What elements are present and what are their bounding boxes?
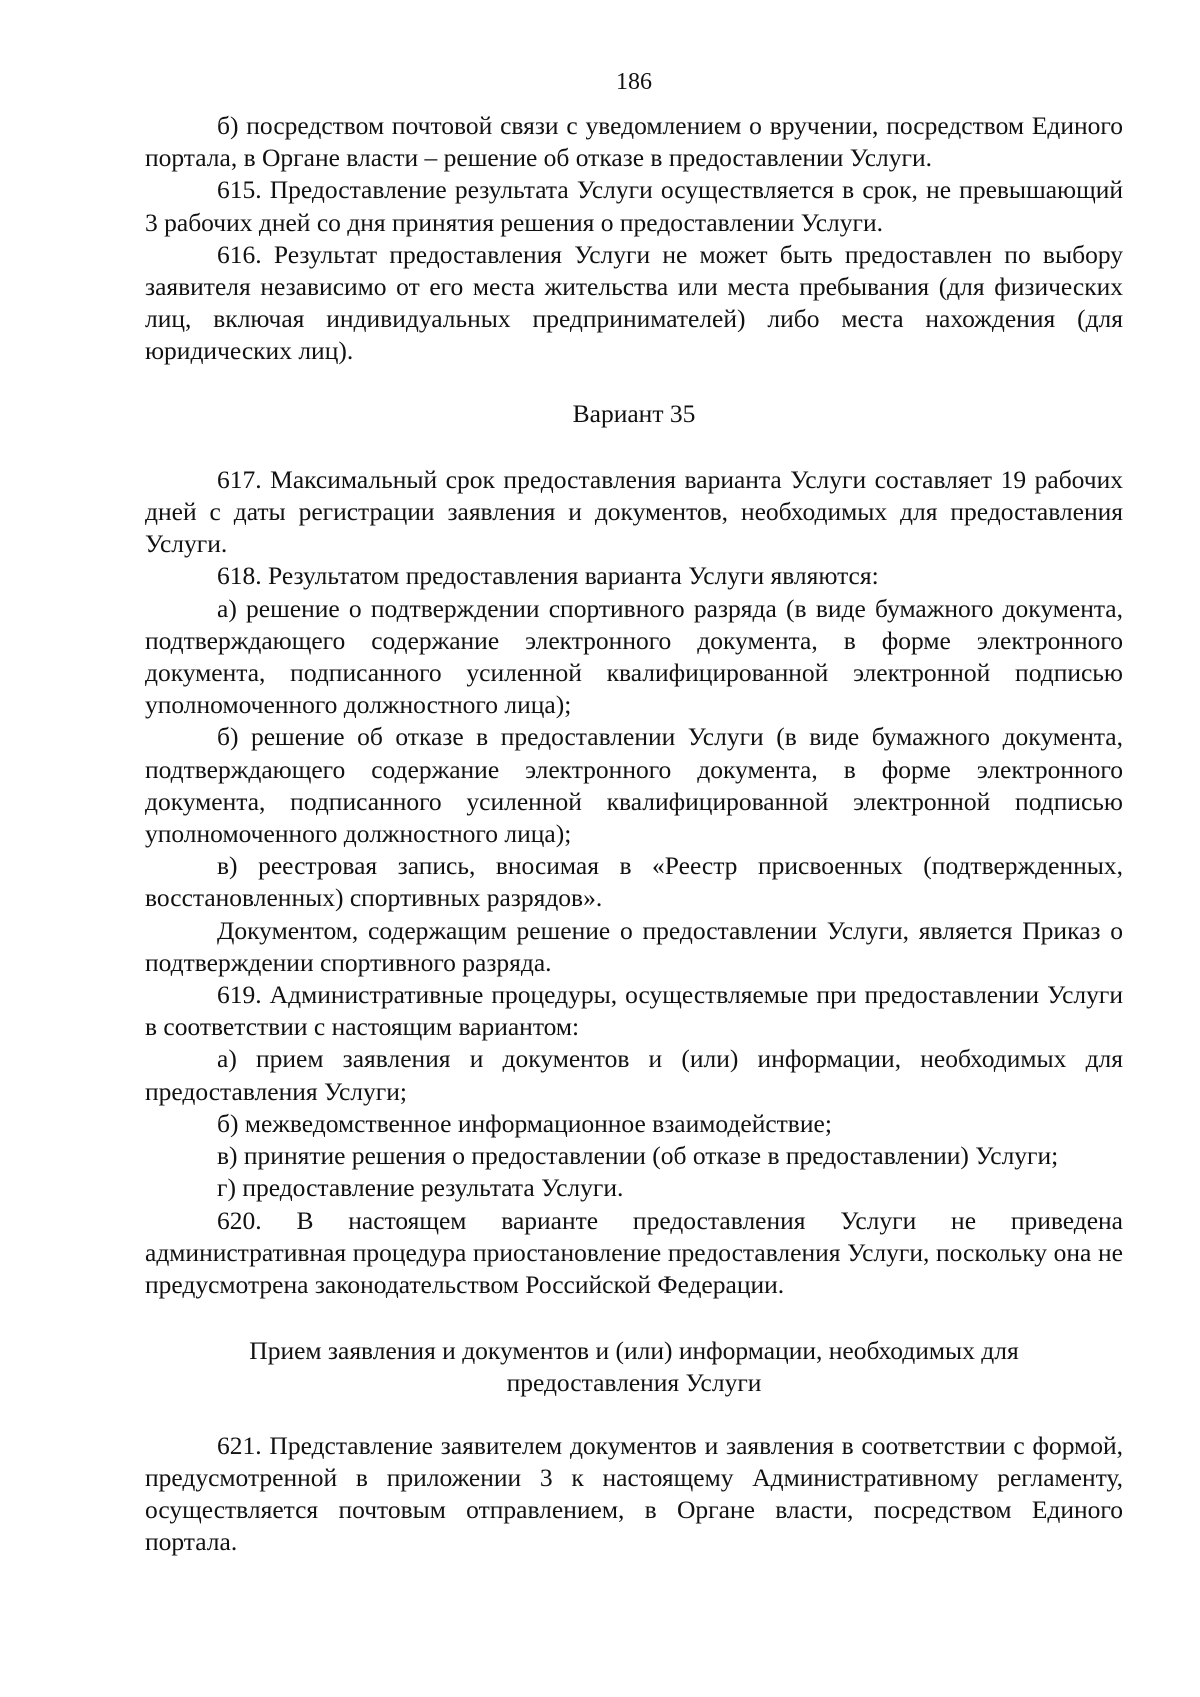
paragraph-618-document: Документом, содержащим решение о предоставлении Услуги, является Приказ о подтверждении спортивного разряда.: [145, 915, 1123, 977]
paragraph-618: 618. Результатом предоставления варианта Услуги являются:: [217, 561, 879, 591]
paragraph-614b: б) посредством почтовой связи с уведомлением о вручении, посредством Единого портала, в Органе власти – решение об отказе в предоставлении Услуги.: [145, 111, 1123, 173]
variant-heading: Вариант 35: [572, 398, 696, 428]
paragraph-619b: б) межведомственное информационное взаимодействие;: [217, 1108, 832, 1138]
document-page: [145, 68, 1123, 1558]
paragraph-621: 621. Представление заявителем документов и заявления в соответствии с формой, предусмотренной в приложении 3 к настоящему Административному регламенту, осуществляется почтовым отправлением, в Органе власти, посредством Единого портала.: [145, 1430, 1123, 1557]
paragraph-619v: в) принятие решения о предоставлении (об отказе в предоставлении) Услуги;: [217, 1141, 1059, 1171]
paragraph-618b: б) решение об отказе в предоставлении Услуги (в виде бумажного документа, подтверждающего содержание электронного документа, в форме электронного документа, подписанного усиленной квалифицированной электронной подписью уполномоченного должностного лица);: [145, 722, 1123, 849]
paragraph-618a: а) решение о подтверждении спортивного разряда (в виде бумажного документа, подтверждающего содержание электронного документа, в форме электронного документа, подписанного усиленной квалифицированной электронной подписью уполномоченного должностного лица);: [145, 593, 1123, 720]
paragraph-619g: г) предоставление результата Услуги.: [217, 1173, 624, 1203]
paragraph-617: 617. Максимальный срок предоставления варианта Услуги составляет 19 рабочих дней с даты регистрации заявления и документов, необходимых для предоставления Услуги.: [145, 464, 1123, 559]
section-heading: Прием заявления и документов и (или) информации, необходимых для предоставления Услуги: [249, 1336, 1019, 1398]
page-number: 186: [616, 69, 652, 95]
paragraph-619: 619. Административные процедуры, осуществляемые при предоставлении Услуги в соответствии с настоящим вариантом:: [145, 980, 1123, 1042]
paragraph-620: 620. В настоящем варианте предоставления Услуги не приведена административная процедура приостановление предоставления Услуги, поскольку она не предусмотрена законодательством Российской Федерации.: [145, 1205, 1123, 1299]
paragraph-619a: а) прием заявления и документов и (или) информации, необходимых для предоставления Услуги;: [145, 1044, 1123, 1106]
paragraph-616: 616. Результат предоставления Услуги не может быть предоставлен по выбору заявителя независимо от его места жительства или места пребывания (для физических лиц, включая индивидуальных предпринимателей) либо места нахождения (для юридических лиц).: [145, 239, 1123, 366]
paragraph-618v: в) реестровая запись, вносимая в «Реестр присвоенных (подтвержденных, восстановленных) спортивных разрядов».: [145, 851, 1123, 913]
paragraph-615: 615. Предоставление результата Услуги осуществляется в срок, не превышающий 3 рабочих дней со дня принятия решения о предоставлении Услуги.: [145, 175, 1123, 237]
